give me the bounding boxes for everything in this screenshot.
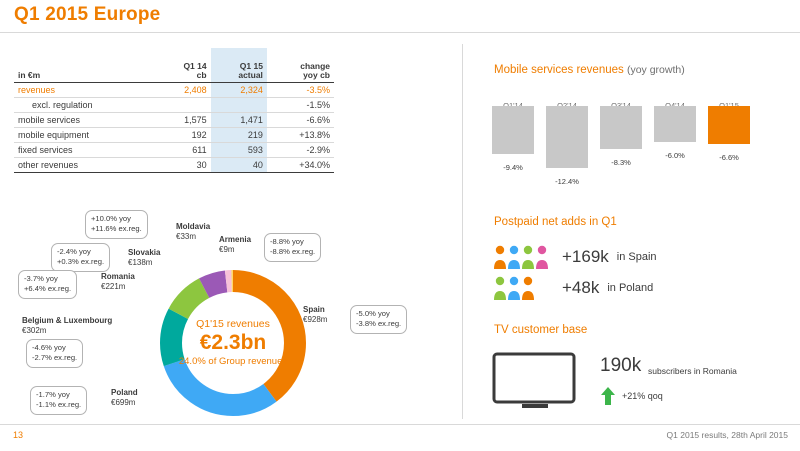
bar-q214	[546, 106, 588, 168]
bar-q314	[600, 106, 642, 149]
bar-group-q115: -6.6%	[708, 85, 750, 190]
bar-group-q214: -12.4%	[546, 85, 588, 190]
mobile-services-bar-chart	[492, 85, 787, 190]
postpaid-row-poland	[492, 275, 653, 301]
country-label-armenia: Armenia €9m	[219, 235, 252, 254]
donut-center-value: €2.3bn	[199, 330, 267, 354]
revenue-table	[14, 48, 334, 173]
callout-moldavia: +10.0% yoy +11.6% ex.reg.	[85, 210, 148, 239]
table-header-change: change yoy cb	[267, 48, 334, 82]
mobile-services-title: Mobile services revenues (yoy growth)	[494, 64, 685, 76]
callout-spain: -5.0% yoy -3.8% ex.reg.	[350, 305, 407, 334]
table-header-q115: Q1 15 actual	[211, 48, 267, 82]
bar-group-q314: -8.3%	[600, 85, 642, 190]
callout-poland: -1.7% yoy -1.1% ex.reg.	[30, 386, 87, 415]
page-number: 13	[13, 430, 24, 440]
postpaid-value-spain: +169k	[562, 247, 609, 266]
country-label-slovakia: Slovakia €138m	[128, 248, 161, 267]
country-label-belgium: Belgium & Luxembourg €302m	[22, 316, 113, 335]
postpaid-title: Postpaid net adds in Q1	[494, 216, 617, 228]
column-divider	[462, 44, 463, 419]
callout-armenia: -8.8% yoy -8.8% ex.reg.	[264, 233, 321, 262]
people-icon	[492, 244, 550, 270]
table-row: revenues 2,408 2,324 -3.5%	[14, 82, 334, 97]
bar-group-q414: -6.0%	[654, 85, 696, 190]
postpaid-text-poland: in Poland	[607, 282, 654, 294]
callout-romania: -3.7% yoy +6.4% ex.reg.	[18, 270, 77, 299]
title-divider	[0, 32, 800, 33]
callout-slovakia: -2.4% yoy +0.3% ex.reg.	[51, 243, 110, 272]
tv-subtitle: subscribers in Romania	[648, 366, 737, 376]
table-header-q114: Q1 14 cb	[157, 48, 211, 82]
table-row: fixed services 611 593 -2.9%	[14, 142, 334, 157]
tv-title: TV customer base	[494, 324, 588, 336]
donut-center-label	[148, 258, 318, 428]
postpaid-text-spain: in Spain	[616, 251, 657, 263]
footer-divider	[0, 424, 800, 425]
donut-center-title: Q1'15 revenues	[196, 317, 270, 330]
table-row: mobile services 1,575 1,471 -6.6%	[14, 112, 334, 127]
people-icon	[492, 275, 550, 301]
page-title: Q1 2015 Europe	[14, 4, 161, 25]
bar-q414	[654, 106, 696, 142]
country-label-poland: Poland €699m	[111, 388, 138, 407]
revenue-donut-chart	[148, 258, 318, 428]
bar-group-q114: -9.4%	[492, 85, 534, 190]
tv-qoq: +21% qoq	[622, 391, 663, 401]
table-row: other revenues 30 40 +34.0%	[14, 157, 334, 172]
country-label-romania: Romania €221m	[101, 272, 135, 291]
footer-note: Q1 2015 results, 28th April 2015	[666, 430, 788, 440]
tv-icon	[492, 352, 578, 410]
donut-center-subtitle: 24.0% of Group revenues	[178, 356, 288, 368]
table-header-unit: in €m	[14, 48, 157, 82]
bar-q114	[492, 106, 534, 154]
country-label-spain: Spain €928m	[303, 305, 328, 324]
table-row: mobile equipment 192 219 +13.8%	[14, 127, 334, 142]
callout-belgium: -4.6% yoy -2.7% ex.reg.	[26, 339, 83, 368]
tv-value: 190k	[600, 355, 642, 376]
arrow-up-icon	[600, 386, 616, 406]
postpaid-row-spain	[492, 244, 657, 270]
bar-q115	[708, 106, 750, 144]
table-row: excl. regulation -1.5%	[14, 97, 334, 112]
country-label-moldavia: Moldavia €33m	[176, 222, 211, 241]
postpaid-value-poland: +48k	[562, 278, 600, 297]
